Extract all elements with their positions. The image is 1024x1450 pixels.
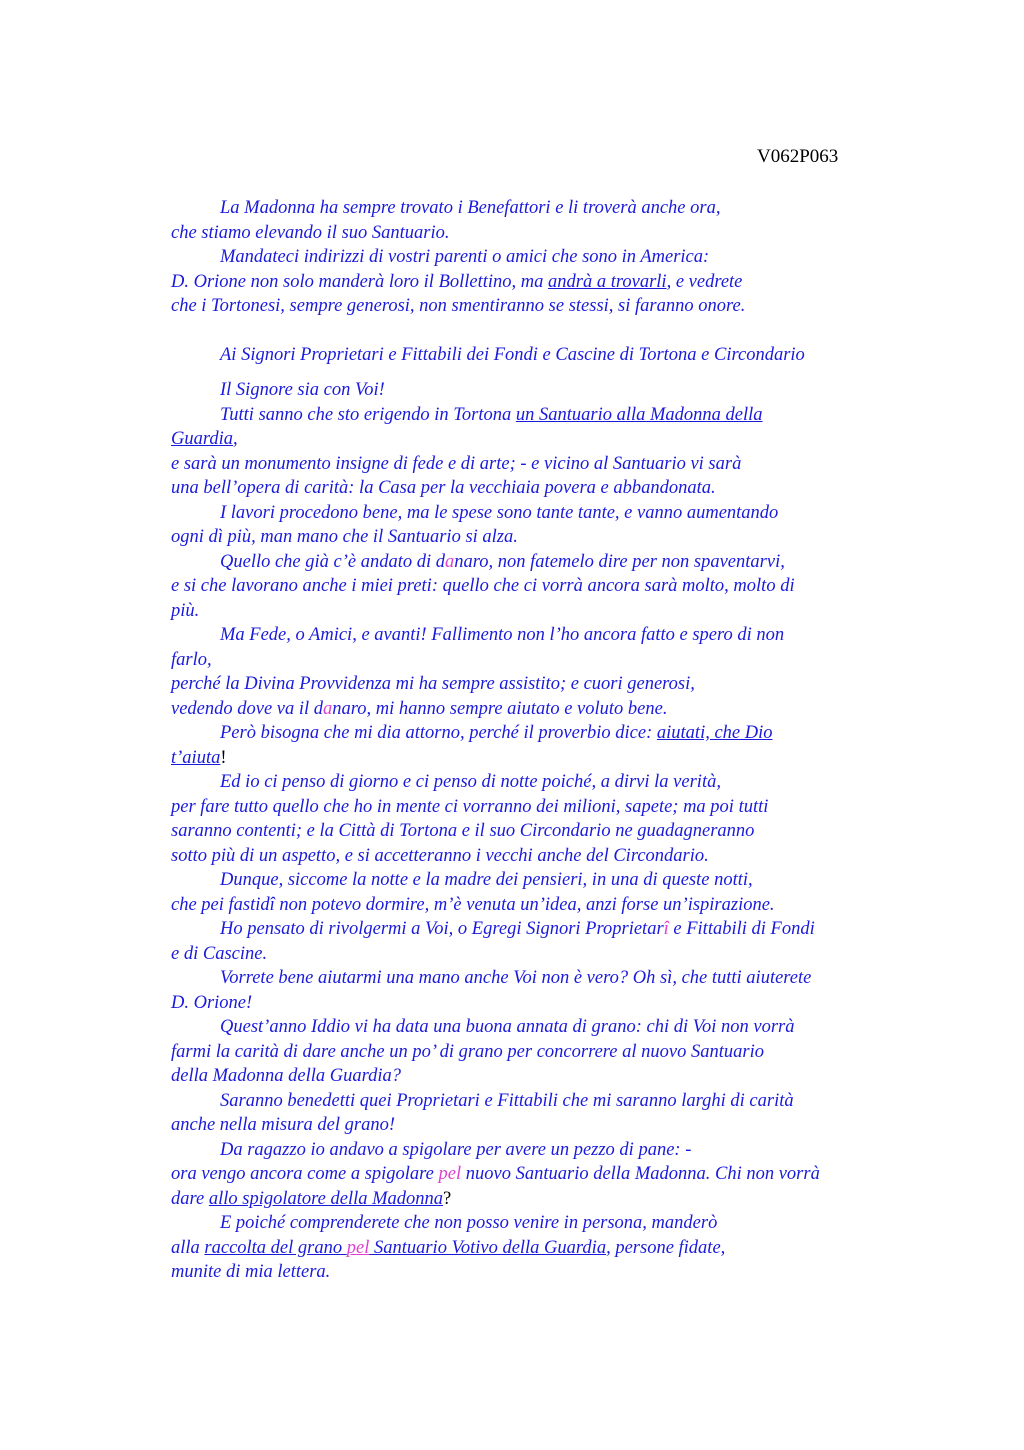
underlined-text: t’aiuta	[171, 747, 221, 768]
text-line	[171, 1064, 911, 1089]
text-segment: nuovo Santuario della Madonna. Chi non vorrà	[461, 1164, 820, 1184]
text-line	[171, 770, 911, 795]
text-segment: Quello che già c’è andato di d	[220, 551, 446, 572]
text-line	[171, 991, 911, 1016]
text-segment: Da ragazzo io andavo a spigolare per avere un pezzo di pane: -	[220, 1139, 692, 1160]
text-line	[171, 245, 911, 270]
text-segment: per fare tutto quello che ho in mente ci vorranno dei milioni, sapete; ma poi tutti	[171, 796, 769, 817]
text-segment: Mandateci indirizzi di vostri parenti o amici che sono in America:	[220, 247, 710, 267]
text-segment: Il Signore sia con Voi!	[220, 380, 385, 400]
text-line	[171, 1040, 911, 1065]
text-segment: alla	[171, 1237, 205, 1258]
text-segment: farmi la carità di dare anche un po’ di grano per concorrere al nuovo Santuario	[171, 1041, 764, 1062]
text-line	[171, 525, 911, 550]
text-line	[171, 221, 911, 246]
text-segment: La Madonna ha sempre trovato i Benefattori e li troverà anche ora,	[220, 198, 721, 218]
text-segment: che pei fastidî non potevo dormire, m’è venuta un’idea, anzi forse un’ispirazione.	[171, 894, 775, 915]
text-line	[171, 476, 911, 501]
highlighted-text: î	[663, 919, 669, 939]
text-line	[171, 343, 911, 368]
text-line	[171, 1187, 911, 1212]
text-line	[171, 550, 911, 575]
text-line	[171, 795, 911, 820]
text-line	[171, 819, 911, 844]
text-line	[171, 501, 911, 526]
text-line	[171, 721, 911, 746]
text-line	[171, 623, 911, 648]
text-segment: ?	[443, 1188, 452, 1209]
text-segment: Saranno benedetti quei Proprietari e Fittabili che mi saranno larghi di carità	[220, 1090, 794, 1111]
text-line	[171, 868, 911, 893]
text-segment: farlo,	[171, 649, 212, 670]
text-line	[171, 1138, 911, 1163]
text-line	[171, 672, 911, 697]
text-line	[171, 942, 911, 967]
text-line	[171, 697, 911, 722]
text-line	[171, 1089, 911, 1114]
text-segment: che stiamo elevando il suo Santuario.	[171, 222, 450, 243]
underlined-text: pel	[346, 1237, 370, 1258]
text-segment: Quest’anno Iddio vi ha data una buona annata di grano: chi di Voi non vorrà	[220, 1017, 795, 1037]
text-segment: anche nella misura del grano!	[171, 1115, 396, 1135]
text-line	[171, 893, 911, 918]
text-segment: saranno contenti; e la Città di Tortona e il suo Circondario ne guadagneranno	[171, 821, 755, 841]
text-line	[171, 574, 911, 599]
text-line	[171, 1162, 911, 1187]
text-line	[171, 966, 911, 991]
text-segment: , persone fidate,	[606, 1237, 726, 1258]
underlined-text: aiutati, che Dio	[656, 723, 773, 743]
text-line	[171, 1113, 911, 1138]
highlighted-text: pel	[438, 1164, 462, 1184]
underlined-text: Santuario Votivo della Guardia	[369, 1237, 607, 1258]
text-segment: ora vengo ancora come a spigolare	[171, 1164, 439, 1184]
text-line	[171, 403, 911, 428]
text-segment: naro, mi hanno sempre aiutato e voluto bene.	[332, 698, 668, 719]
text-line	[171, 427, 911, 452]
text-segment: munite di mia lettera.	[171, 1262, 331, 1282]
text-line	[171, 1211, 911, 1236]
text-segment: più.	[171, 600, 200, 621]
text-segment: dare	[171, 1188, 209, 1209]
underlined-text: allo spigolatore della Madonna	[208, 1188, 444, 1209]
text-segment: e di Cascine.	[171, 943, 268, 964]
text-line	[171, 270, 911, 295]
text-segment: una bell’opera di carità: la Casa per la vecchiaia povera e abbandonata.	[171, 478, 716, 498]
text-segment: Ed io ci penso di giorno e ci penso di notte poiché, a dirvi la verità,	[220, 772, 721, 792]
text-segment: Tutti sanno che sto erigendo in Tortona	[220, 404, 516, 425]
text-segment: che i Tortonesi, sempre generosi, non smentiranno se stessi, si faranno onore.	[171, 296, 746, 316]
text-line	[171, 1260, 911, 1285]
letter-body	[171, 196, 911, 1285]
text-segment: perché la Divina Provvidenza mi ha sempre assistito; e cuori generosi,	[171, 674, 695, 694]
text-segment: Vorrete bene aiutarmi una mano anche Voi non è vero? Oh sì, che tutti aiuterete	[220, 968, 812, 988]
text-line	[171, 294, 911, 319]
text-line	[171, 648, 911, 673]
text-segment: D. Orione!	[171, 992, 253, 1013]
text-segment: della Madonna della Guardia?	[171, 1066, 402, 1086]
underlined-text: raccolta del grano	[204, 1237, 347, 1258]
underlined-text: un Santuario alla Madonna della	[515, 404, 763, 425]
text-segment: ,	[233, 429, 238, 449]
text-line	[171, 452, 911, 477]
text-segment: sotto più di un aspetto, e si accetteranno i vecchi anche del Circondario.	[171, 845, 709, 866]
text-segment: ogni dì più, man mano che il Santuario si alza.	[171, 527, 518, 547]
highlighted-text: a	[323, 698, 333, 719]
text-segment: naro, non fatemelo dire per non spaventarvi,	[454, 551, 785, 572]
text-segment: , e vedrete	[666, 271, 743, 292]
text-line	[171, 196, 911, 221]
text-segment: Ai Signori Proprietari e Fittabili dei Fondi e Cascine di Tortona e Circondario	[220, 344, 805, 365]
text-segment: !	[220, 747, 227, 768]
text-line	[171, 844, 911, 869]
text-line	[171, 378, 911, 403]
text-line	[171, 1236, 911, 1261]
text-segment: D. Orione non solo manderà loro il Bollettino, ma	[171, 271, 549, 292]
document-id: V062P063	[757, 146, 839, 167]
text-segment: Però bisogna che mi dia attorno, perché il proverbio dice:	[220, 723, 657, 743]
text-line	[171, 599, 911, 624]
text-line	[171, 917, 911, 942]
text-segment: Dunque, siccome la notte e la madre dei pensieri, in una di queste notti,	[220, 870, 753, 890]
text-segment: E poiché comprenderete che non posso venire in persona, manderò	[220, 1213, 718, 1233]
text-segment: e Fittabili di Fondi	[668, 919, 815, 939]
text-segment: Ho pensato di rivolgermi a Voi, o Egregi Signori Proprietar	[220, 919, 664, 939]
text-segment: Ma Fede, o Amici, e avanti! Fallimento non l’ho ancora fatto e spero di non	[220, 625, 785, 645]
text-segment: e sarà un monumento insigne di fede e di arte; - e vicino al Santuario vi sarà	[171, 453, 742, 474]
underlined-text: andrà a trovarli	[548, 271, 667, 292]
text-segment: I lavori procedono bene, ma le spese sono tante tante, e vanno aumentando	[220, 502, 779, 523]
text-segment: e si che lavorano anche i miei preti: quello che ci vorrà ancora sarà molto, molto di	[171, 576, 795, 596]
highlighted-text: a	[445, 551, 455, 572]
text-line	[171, 1015, 911, 1040]
text-segment: vedendo dove va il d	[171, 698, 324, 719]
text-line	[171, 746, 911, 771]
underlined-text: Guardia	[171, 429, 234, 449]
